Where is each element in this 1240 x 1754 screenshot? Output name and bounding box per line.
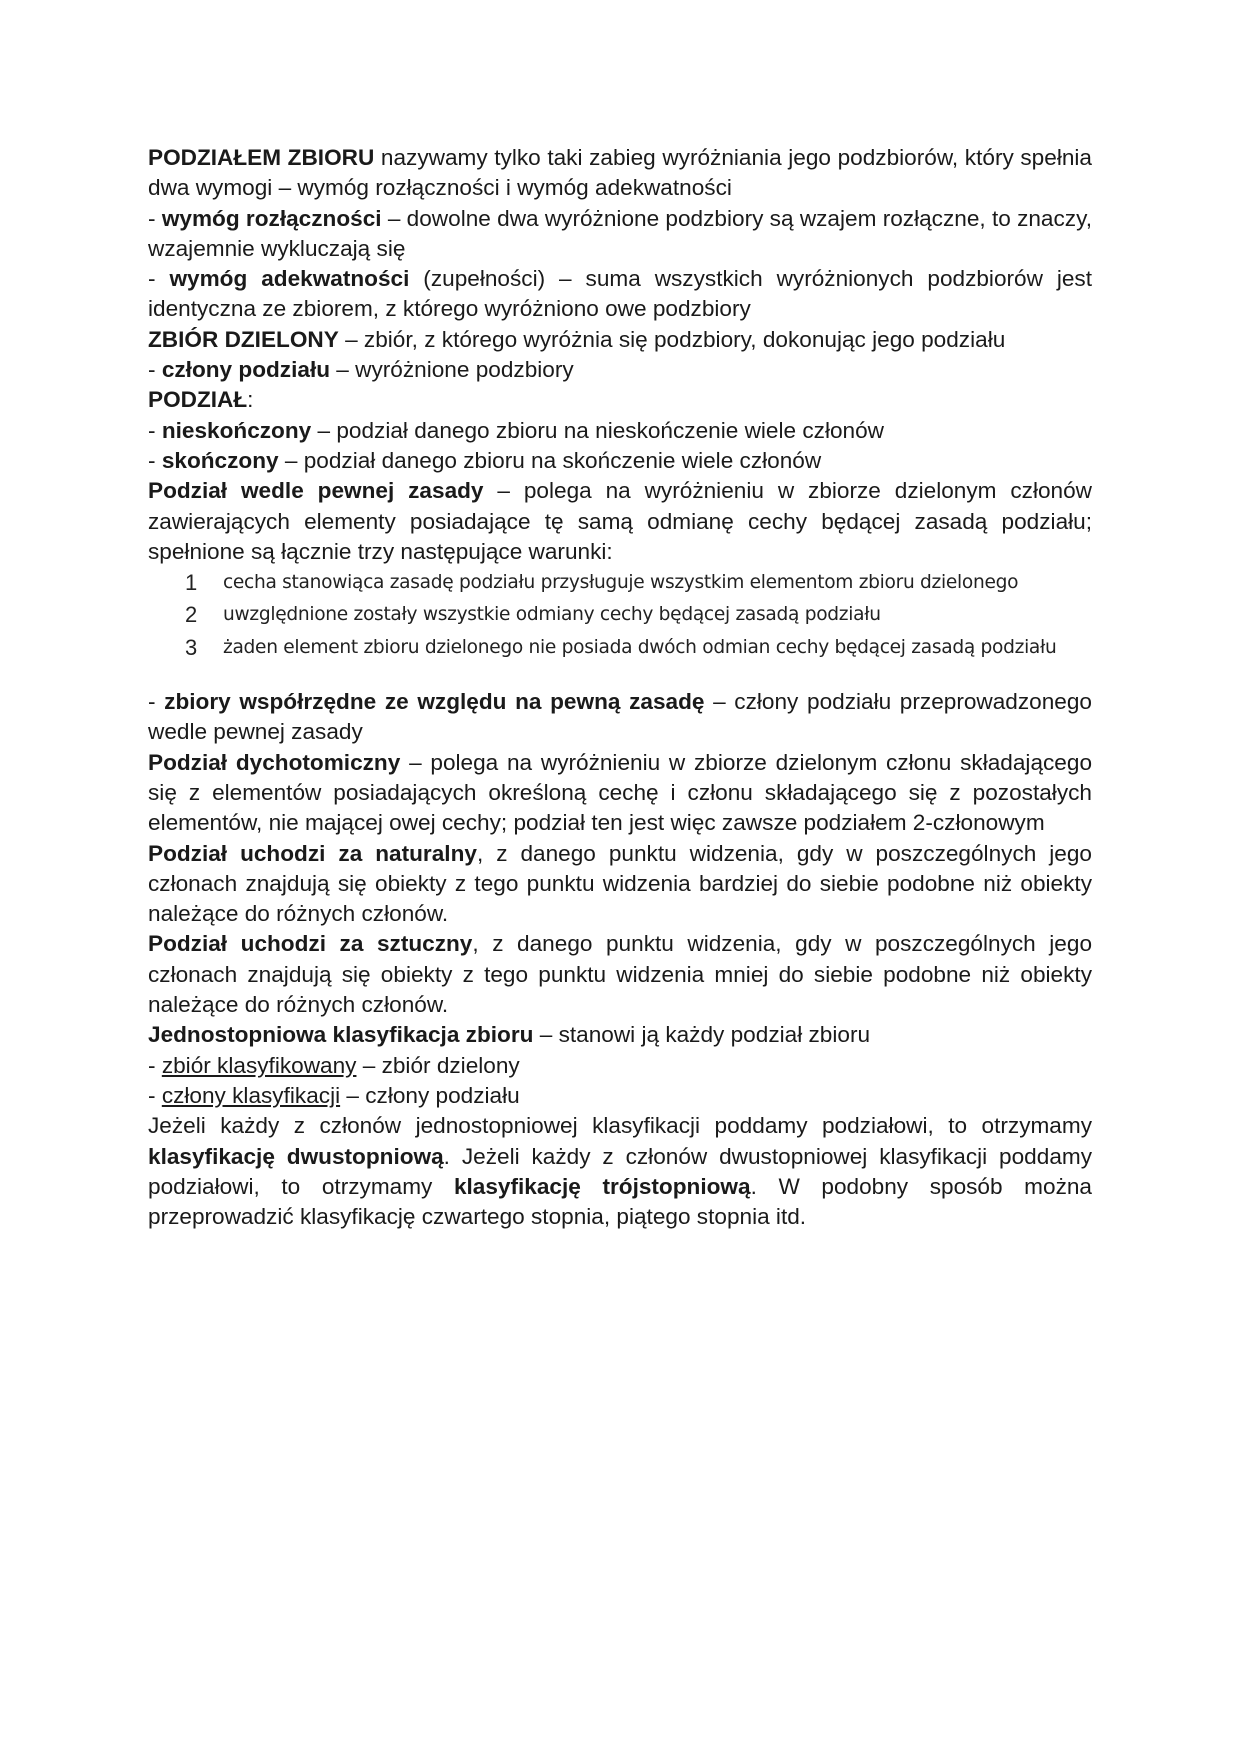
text-run: – dowolne dwa wyróżnione podzbiory są wzajem rozłączne, to znaczy, wzajemnie wykluczają się: [148, 205, 1092, 261]
bold-term: skończony: [161, 447, 279, 473]
text-run: – polega na wyróżnieniu w zbiorze dzielonym członów zawierających elementy posiadające tę samą odmianę cechy będącej zasadą podziału; spełnione są łącznie trzy następujące warunki:: [148, 478, 1092, 564]
bold-term: nieskończony: [161, 417, 312, 443]
text-run: – wyróżnione podzbiory: [330, 357, 574, 383]
paragraph-p10: [148, 687, 1092, 748]
bold-term: Podział uchodzi za sztuczny: [148, 931, 473, 957]
bold-term: PODZIAŁEM ZBIORU: [148, 145, 375, 170]
text-run: – człony podziału: [340, 1082, 520, 1108]
paragraph-p17: [148, 1111, 1092, 1232]
condition-text: żaden element zbioru dzielonego nie posiada dwóch odmian cechy będącej zasadą podziału: [223, 636, 1057, 658]
paragraph-p5: [148, 355, 1092, 385]
text-run: – zbiór dzielony: [356, 1052, 520, 1078]
condition-item: [148, 632, 1092, 664]
text-run: – polega na wyróżnieniu w zbiorze dzielonym członu składającego się z elementów posiadających określoną cechę i członu składającego się z pozostałych elementów, nie mającej owej cechy; podział ten jest więc zawsze podziałem 2-członowym: [148, 749, 1093, 836]
text-run: , z danego punktu widzenia, gdy w poszczególnych jego członach znajdują się obiekty z tego punktu widzenia bardziej do siebie podobne niż obiekty należące do różnych członów.: [148, 840, 1092, 927]
paragraph-p4: [148, 325, 1092, 355]
condition-text: cecha stanowiąca zasadę podziału przysługuje wszystkim elementom zbioru dzielonego: [223, 572, 1019, 594]
bold-term: wymóg adekwatności: [169, 266, 410, 292]
paragraph-p9: [148, 476, 1092, 567]
text-run: – stanowi ją każdy podział zbioru: [533, 1022, 871, 1048]
paragraph-p1: [148, 143, 1092, 204]
paragraph-p2: [148, 204, 1092, 265]
text-run: -: [148, 205, 162, 231]
condition-number: 1: [185, 570, 197, 596]
bold-term: Podział dychotomiczny: [148, 749, 401, 775]
bold-term: Jednostopniowa klasyfikacja zbioru: [148, 1022, 534, 1048]
paragraph-p7: [148, 416, 1092, 446]
text-run: Jeżeli każdy z członów jednostopniowej klasyfikacji poddamy podziałowi, to otrzymamy: [148, 1113, 1092, 1139]
text-run: – człony podziału przeprowadzonego wedle pewnej zasady: [148, 689, 1092, 745]
text-run: . W podobny sposób można przeprowadzić klasyfikację czwartego stopnia, piątego stopnia itd.: [148, 1173, 1093, 1230]
bold-term: wymóg rozłączności: [161, 205, 382, 231]
bold-term: człony podziału: [161, 357, 331, 383]
text-run: – zbiór, z którego wyróżnia się podzbiory, dokonując jego podziału: [338, 326, 1006, 352]
text-run: -: [148, 447, 162, 473]
text-run: – podział danego zbioru na nieskończenie wiele członów: [311, 417, 884, 443]
bold-term: Podział uchodzi za naturalny: [148, 840, 477, 866]
underlined-term: zbiór klasyfikowany: [161, 1052, 357, 1078]
text-run: – podział danego zbioru na skończenie wiele członów: [278, 447, 822, 473]
definitions-bottom: [148, 687, 1092, 1232]
text-run: -: [148, 417, 162, 443]
paragraph-p11: [148, 748, 1092, 839]
paragraph-p8: [148, 446, 1092, 476]
text-run: -: [148, 1082, 162, 1108]
paragraph-p3: [148, 264, 1092, 325]
condition-item: [148, 599, 1092, 631]
bold-term: klasyfikację dwustopniową: [148, 1143, 444, 1169]
spacer: [148, 664, 1092, 687]
text-run: :: [247, 387, 254, 413]
paragraph-p15: [148, 1051, 1092, 1081]
text-run: , z danego punktu widzenia, gdy w poszczególnych jego członach znajdują się obiekty z tego punktu widzenia mniej do siebie podobne niż obiekty należące do różnych członów.: [148, 931, 1093, 1018]
text-run: nazywamy tylko taki zabieg wyróżniania jego podzbiorów, który spełnia dwa wymogi – wymóg rozłączności i wymóg adekwatności: [148, 145, 1092, 201]
bold-term: klasyfikację trójstopniową: [453, 1173, 751, 1199]
paragraph-p14: [148, 1020, 1092, 1050]
condition-text: uwzględnione zostały wszystkie odmiany cechy będącej zasadą podziału: [223, 604, 881, 626]
paragraph-p6: [148, 385, 1092, 415]
document-body: [148, 143, 1092, 1232]
condition-number: 2: [185, 602, 197, 628]
paragraph-p16: [148, 1081, 1092, 1111]
bold-term: PODZIAŁ: [148, 387, 248, 413]
text-run: -: [148, 357, 162, 383]
condition-item: [148, 567, 1092, 599]
conditions-list: [148, 567, 1092, 664]
text-run: -: [148, 266, 170, 292]
underlined-term: człony klasyfikacji: [161, 1082, 341, 1108]
text-run: -: [148, 689, 165, 715]
text-run: (zupełności) – suma wszystkich wyróżnionych podzbiorów jest identyczna ze zbiorem, z którego wyróżniono owe podzbiory: [148, 266, 1093, 322]
text-run: -: [148, 1052, 162, 1078]
bold-term: zbiory współrzędne ze względu na pewną zasadę: [164, 689, 705, 715]
definitions-top: [148, 143, 1092, 567]
text-run: . Jeżeli każdy z członów dwustopniowej klasyfikacji poddamy podziałowi, to otrzymamy: [148, 1143, 1093, 1199]
bold-term: Podział wedle pewnej zasady: [148, 478, 484, 504]
paragraph-p12: [148, 839, 1092, 930]
paragraph-p13: [148, 929, 1092, 1020]
condition-number: 3: [185, 634, 197, 660]
bold-term: ZBIÓR DZIELONY: [148, 326, 339, 352]
